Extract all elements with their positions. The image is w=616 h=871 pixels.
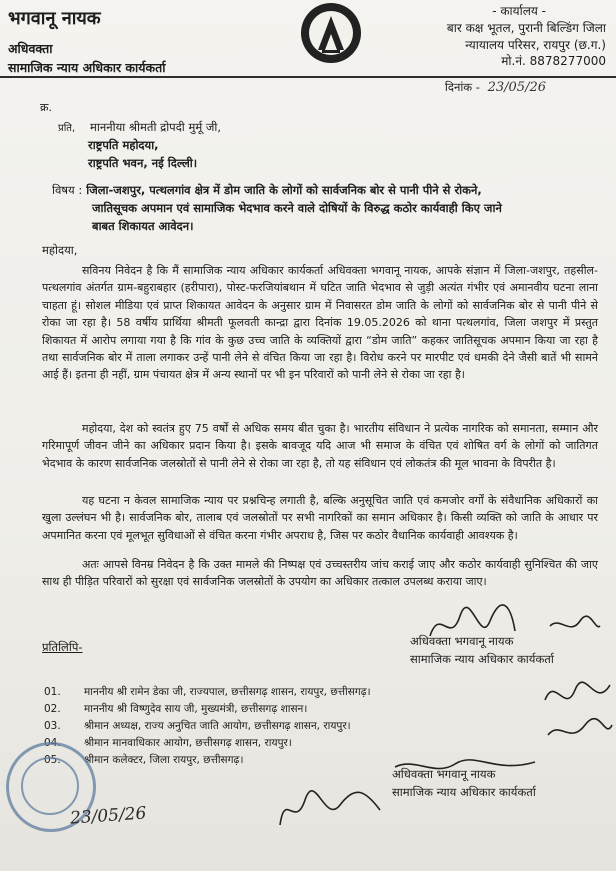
footer-signature-block bbox=[392, 765, 536, 801]
recipient-line-2: राष्ट्रपति महोदया, bbox=[88, 138, 159, 152]
list-item: 02. माननीय श्री विष्णुदेव साय जी, मुख्यमंत्री, छत्तीसगढ़ शासन। bbox=[44, 703, 308, 715]
office-label: - कार्यालय - bbox=[492, 4, 546, 18]
date-value: 23/05/26 bbox=[487, 80, 546, 95]
signature-name: अधिवक्ता भगवानू नायक bbox=[410, 634, 514, 648]
advocates-logo-icon bbox=[296, 0, 366, 66]
margin-signature-icon bbox=[540, 670, 616, 750]
subject-label: विषय : bbox=[52, 183, 83, 197]
office-address-line2: न्यायालय परिसर, रायपुर (छ.ग.) bbox=[465, 38, 606, 52]
salutation: महोदया, bbox=[42, 243, 78, 257]
mobile-number: मो.नं. 8878277000 bbox=[501, 54, 606, 68]
subject-line-2: जातिसूचक अपमान एवं सामाजिक भेदभाव करने वाले दोषियों के विरुद्ध कठोर कार्यवाही किए जाने bbox=[92, 201, 502, 215]
handwritten-date: 23/05/26 bbox=[69, 803, 147, 829]
header-rule bbox=[0, 76, 616, 78]
office-address-line1: बार कक्ष भूतल, पुरानी बिल्डिंग जिला bbox=[446, 21, 606, 35]
date-row bbox=[445, 80, 546, 95]
letterhead-role-2: सामाजिक न्याय अधिकार कार्यकर्ता bbox=[8, 60, 166, 75]
footer-signature-role: सामाजिक न्याय अधिकार कार्यकर्ता bbox=[392, 785, 536, 799]
list-item: 03. श्रीमान अध्यक्ष, राज्य अनुचित जाति आयोग, छत्तीसगढ़ शासन, रायपुर। bbox=[44, 720, 351, 732]
letterhead-name: भगवानू नायक bbox=[8, 8, 101, 29]
body-paragraph-3: यह घटना न केवल सामाजिक न्याय पर प्रश्नचिन्ह लगाती है, बल्कि अनुसूचित जाति एवं कमजोर वर्गों के संवैधानिक अधिकारों का खुला उल्लंघन भी है। सार्वजनिक बोर, तालाब एवं जलस्रोतों पर सभी नागरिकों का समान अधिकार है। किसी व्यक्ति को जाति के आधार पर अपमानित करना एवं मूलभूत सुविधाओं से वंचित करना गंभीर अपराध है, जिस पर कठोर वैधानिक कार्यवाही आवश्यक है। bbox=[42, 494, 598, 542]
signature-role: सामाजिक न्याय अधिकार कार्यकर्ता bbox=[410, 652, 554, 666]
footer-signature-name: अधिवक्ता भगवानू नायक bbox=[392, 767, 496, 781]
recipient-line-3: राष्ट्रपति भवन, नई दिल्ली। bbox=[88, 156, 198, 170]
subject-line-3: बाबत शिकायत आवेदन। bbox=[92, 219, 194, 233]
reference-label: क्र. bbox=[40, 101, 52, 114]
list-item: 05. श्रीमान कलेक्टर, जिला रायपुर, छत्तीसगढ़। bbox=[44, 754, 244, 766]
copy-to-label: प्रतिलिपि- bbox=[42, 640, 83, 654]
date-label: दिनांक - bbox=[444, 80, 480, 94]
letterhead-role: अधिवक्ता bbox=[8, 41, 53, 56]
signature-block bbox=[410, 632, 554, 668]
list-item: 04. श्रीमान मानवाधिकार आयोग, छत्तीसगढ़ शासन, रायपुर। bbox=[44, 737, 292, 749]
list-item: 01. माननीय श्री रामेन डेका जी, राज्यपाल, छत्तीसगढ़ शासन, रायपुर, छत्तीसगढ़। bbox=[44, 686, 371, 698]
recipient-line-1: माननीया श्रीमती द्रोपदी मुर्मू जी, bbox=[90, 120, 222, 134]
subject-block bbox=[52, 181, 592, 235]
recipient-prefix: प्रति, bbox=[58, 123, 76, 134]
copy-to-list bbox=[44, 684, 371, 769]
footer-signature-icon bbox=[270, 770, 390, 840]
body-paragraph-4: अतः आपसे विनम्र निवेदन है कि उक्त मामले की निष्पक्ष एवं उच्चस्तरीय जांच कराई जाए और कठोर कार्यवाही सुनिश्चित की जाए साथ ही पीड़ित परिवारों को सुरक्षा एवं सार्वजनिक जलस्रोतों के उपयोग का अधिकार तत्काल उपलब्ध कराया जाए। bbox=[42, 558, 598, 589]
body-paragraph-2: महोदया, देश को स्वतंत्र हुए 75 वर्षों से अधिक समय बीत चुका है। भारतीय संविधान ने प्रत्येक नागरिक को समानता, सम्मान और गरिमापूर्ण जीवन जीने का अधिकार प्रदान किया है। इसके बावजूद यदि आज भी समाज के वंचित एवं शोषित वर्ग के लोगों को जातिगत भेदभाव के कारण सार्वजनिक जलस्रोतों से पानी लेने से रोका जा रहा है, तो यह संविधान एवं लोकतंत्र की मूल भावना के विपरीत है। bbox=[42, 422, 598, 470]
body-paragraph-1: सविनय निवेदन है कि मैं सामाजिक न्याय अधिकार कार्यकर्ता अधिवक्ता भगवानू नायक, आपके संज्ञान में जिला-जशपुर, तहसील-पत्थलगांव अंतर्गत ग्राम-बहुराबहार (हरीपारा), पोस्ट-फरजियांबथान में घटित जाति भेदभाव से जुड़ी अत्यंत गंभीर एवं अमानवीय घटना लाना चाहता हूं। सोशल मीडिया एवं प्राप्त शिकायत आवेदन के अनुसार ग्राम में निवासरत डोम जाति के लोगों को सार्वजनिक बोर से पानी पीने से रोका जा रहा है। 58 वर्षीय प्रार्थिया श्रीमती फूलवती कान्द्रा द्वारा दिनांक 19.05.2026 को थाना पत्थलगांव, जिला जशपुर में प्रस्तुत शिकायत में आरोप लगाया गया है कि गांव के कुछ उच्च जाति के व्यक्तियों द्वारा “डोम जाति” कहकर जातिसूचक अपमान किया जा रहा है तथा सार्वजनिक बोर में ताला लगाकर उन्हें पानी लेने से वंचित किया जा रहा है। विरोध करने पर मारपीट एवं धमकी देने जैसी बातें भी सामने आई हैं। इतना ही नहीं, ग्राम पंचायत क्षेत्र में अन्य स्थानों पर भी इन परिवारों को पानी लेने से रोका जा रहा है। bbox=[42, 264, 598, 382]
subject-line-1: जिला-जशपुर, पत्थलगांव क्षेत्र में डोम जाति के लोगों को सार्वजनिक बोर से पानी पीने से रोकने, bbox=[86, 183, 482, 197]
